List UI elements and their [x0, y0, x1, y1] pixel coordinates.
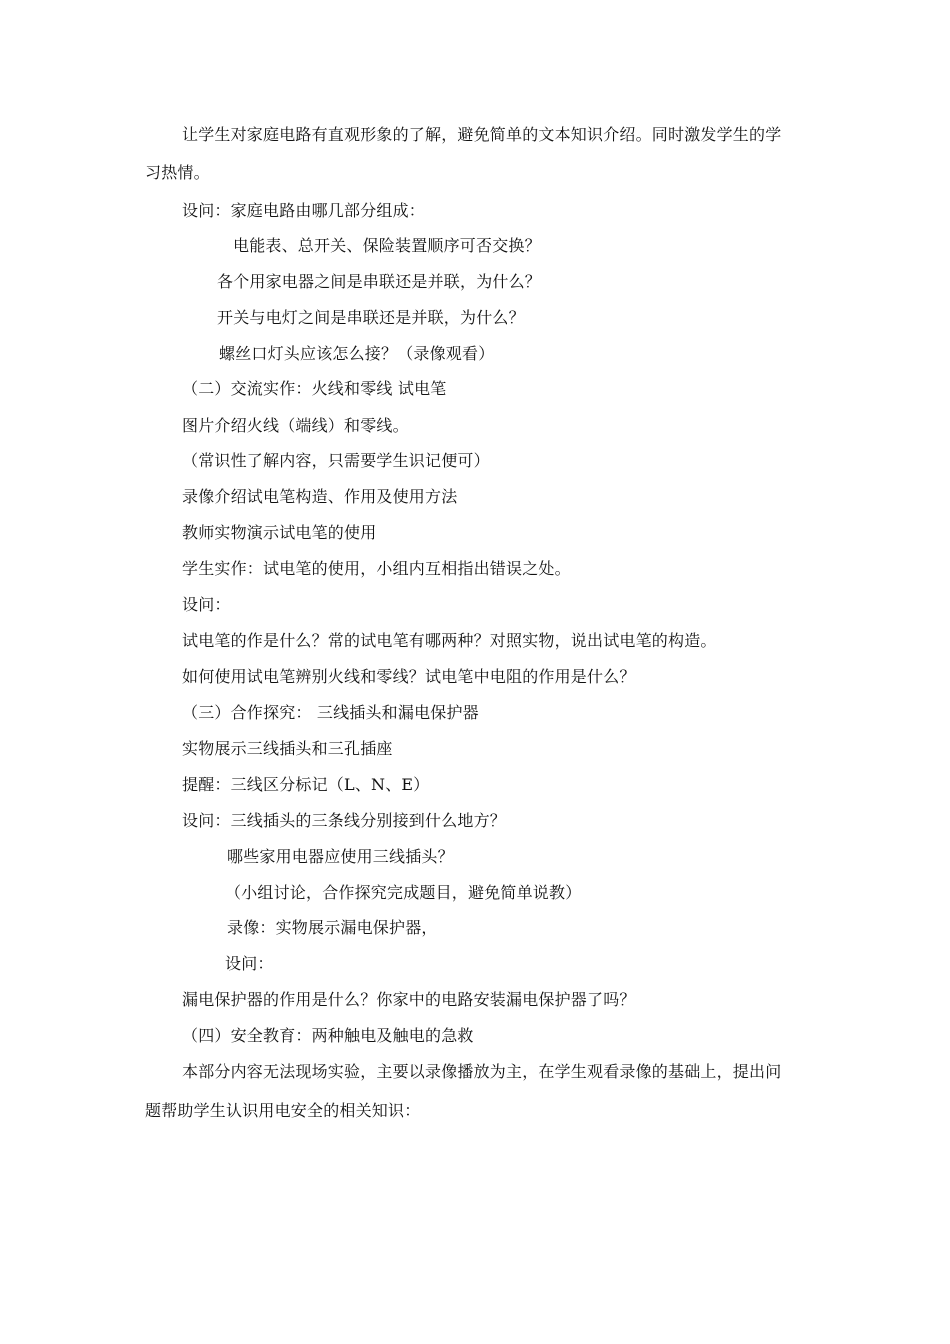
paragraph-line: 本部分内容无法现场实验，主要以录像播放为主，在学生观看录像的基础上，提出问: [182, 1062, 782, 1081]
paragraph-line: 录像介绍试电笔构造、作用及使用方法: [182, 487, 458, 506]
paragraph-line: 题帮助学生认识用电安全的相关知识：: [145, 1101, 421, 1120]
paragraph-line: 实物展示三线插头和三孔插座: [182, 739, 393, 758]
paragraph-line: 螺丝口灯头应该怎么接？（录像观看）: [219, 344, 495, 363]
paragraph-line: 图片介绍火线（端线）和零线。: [182, 416, 409, 435]
paragraph-line: （小组讨论，合作探究完成题目，避免简单说教）: [225, 883, 582, 902]
paragraph-line: 电能表、总开关、保险装置顺序可否交换？: [233, 236, 541, 255]
section-heading: （四）安全教育：两种触电及触电的急救: [182, 1026, 474, 1045]
paragraph-line: 试电笔的作是什么？常的试电笔有哪两种？对照实物，说出试电笔的构造。: [182, 631, 717, 650]
paragraph-line: 设问：: [225, 954, 274, 973]
paragraph-line: 让学生对家庭电路有直观形象的了解，避免简单的文本知识介绍。同时激发学生的学: [182, 125, 782, 144]
section-heading: （三）合作探究： 三线插头和漏电保护器: [182, 703, 479, 722]
paragraph-line: 录像：实物展示漏电保护器，: [227, 918, 438, 937]
section-heading: （二）交流实作：火线和零线 试电笔: [182, 379, 447, 398]
paragraph-line: 学生实作：试电笔的使用，小组内互相指出错误之处。: [182, 559, 571, 578]
paragraph-line: 如何使用试电笔辨别火线和零线？试电笔中电阻的作用是什么？: [182, 667, 636, 686]
paragraph-line: 开关与电灯之间是串联还是并联，为什么？: [217, 308, 525, 327]
paragraph-line: 习热情。: [145, 163, 210, 182]
paragraph-line: 哪些家用电器应使用三线插头？: [227, 847, 454, 866]
paragraph-line: 设问：家庭电路由哪几部分组成：: [182, 201, 426, 220]
paragraph-line: （常识性了解内容，只需要学生识记便可）: [182, 451, 490, 470]
paragraph-line: 提醒：三线区分标记（L、N、E）: [182, 775, 430, 794]
paragraph-line: 教师实物演示试电笔的使用: [182, 523, 377, 542]
paragraph-line: 设问：三线插头的三条线分别接到什么地方？: [182, 811, 507, 830]
paragraph-line: 设问：: [182, 595, 231, 614]
paragraph-line: 各个用家电器之间是串联还是并联，为什么？: [217, 272, 542, 291]
paragraph-line: 漏电保护器的作用是什么？你家中的电路安装漏电保护器了吗？: [182, 990, 636, 1009]
